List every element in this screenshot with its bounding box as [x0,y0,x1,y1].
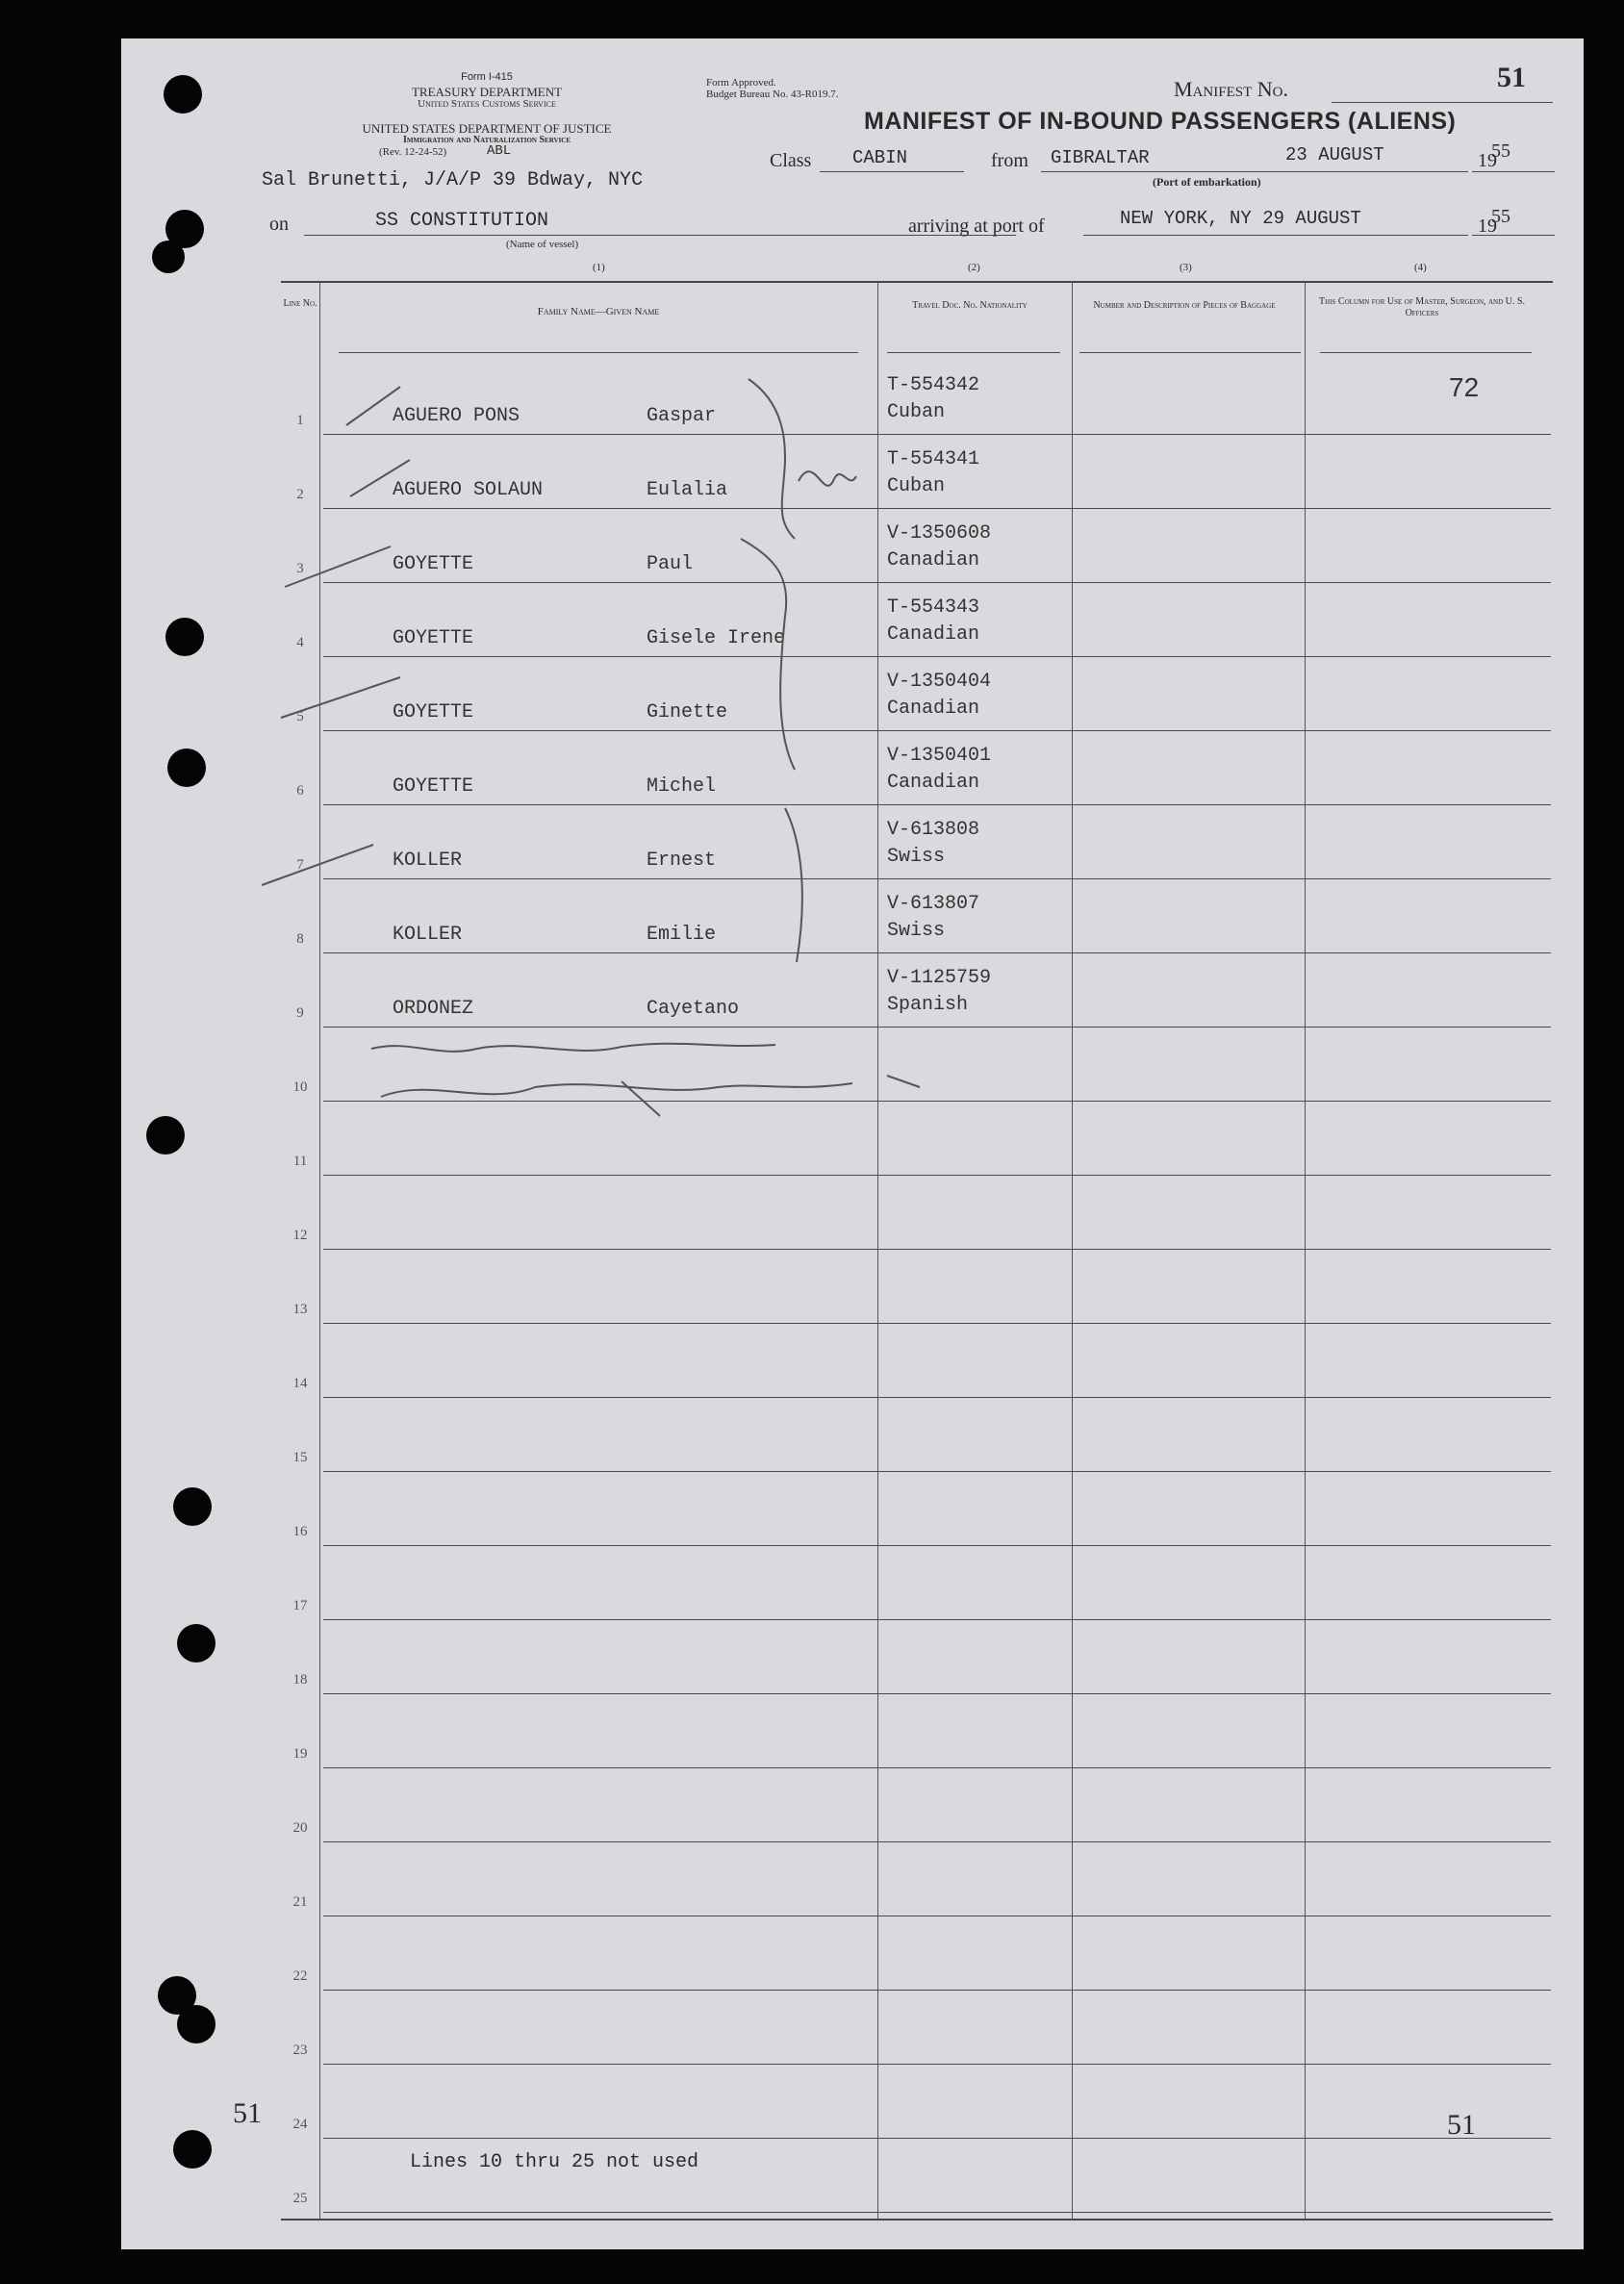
punch-hole [165,618,204,656]
class-label: Class [770,150,812,171]
travel-doc-number: V-1350608 [887,522,992,545]
line-number: 5 [296,709,304,724]
travel-doc-number: V-1350404 [887,671,992,693]
travel-doc-number: T-554341 [887,448,980,470]
header-name: Family Name—Given Name [537,306,660,317]
nationality: Canadian [887,623,980,646]
line-number: 6 [296,783,304,799]
family-name: GOYETTE [393,627,474,649]
line-number: 12 [292,1228,308,1243]
given-name: Emilie [647,924,717,946]
given-name: Cayetano [647,998,740,1020]
travel-doc-number: V-613807 [887,893,980,915]
from-label: from [991,150,1028,171]
left-page-number: 51 [233,2097,262,2129]
line-number: 23 [292,2043,308,2058]
line-number: 18 [292,1672,308,1688]
line-number: 7 [296,857,304,873]
family-name: AGUERO SOLAUN [393,479,544,501]
header-travel-doc: Travel Doc. No. Nationality [912,300,1028,311]
on-label: on [269,214,289,235]
year-prefix-2: 19 [1478,216,1497,237]
line-number: 16 [292,1524,308,1539]
ins-label: Immigration and Naturalization Service [402,135,571,145]
officer-mark: 72 [1449,372,1480,402]
justice-label: UNITED STATES DEPARTMENT OF JUSTICE [362,121,612,136]
nationality: Spanish [887,994,969,1016]
header-baggage: Number and Description of Pieces of Baggage [1093,300,1276,311]
family-name: AGUERO PONS [393,405,520,427]
line-number: 17 [292,1598,308,1613]
family-name: GOYETTE [393,701,474,723]
given-name: Eulalia [647,479,728,501]
given-name: Ernest [647,850,717,872]
header-line-no: Line No. [283,298,317,309]
punch-hole [146,1116,185,1155]
col3-number: (3) [1180,262,1192,273]
line-number: 22 [292,1968,308,1984]
rev-initials: ABL [487,143,512,159]
nationality: Cuban [887,401,946,423]
form-approved: Form Approved. [706,77,776,89]
line-number: 9 [296,1005,304,1021]
line-number: 10 [292,1079,308,1095]
given-name: Michel [647,775,717,798]
travel-doc-number: T-554342 [887,374,980,396]
given-name: Gaspar [647,405,717,427]
family-name: KOLLER [393,850,463,872]
col1-number: (1) [593,262,605,273]
nationality: Cuban [887,475,946,497]
form-number: Form I-415 [461,71,513,83]
col4-number: (4) [1414,262,1427,273]
line-number: 20 [292,1820,308,1836]
punch-hole [177,1624,216,1662]
line-number: 8 [296,931,304,947]
rev-label: (Rev. 12-24-52) [379,146,447,158]
line-number: 25 [292,2191,308,2206]
punch-hole [177,2005,216,2043]
handwritten-marks [121,38,1584,2249]
nationality: Swiss [887,846,946,868]
nationality: Canadian [887,549,980,571]
line-number: 21 [292,1894,308,1910]
nationality: Canadian [887,772,980,794]
travel-doc-number: V-1350401 [887,745,992,767]
vessel-name: SS CONSTITUTION [375,210,549,232]
given-name: Gisele Irene [647,627,786,649]
manifest-no: 51 [1497,62,1526,93]
given-name: Ginette [647,701,728,723]
punch-hole [164,75,202,114]
port-embark-note: (Port of embarkation) [1153,175,1261,189]
manifest-sheet [121,38,1584,2249]
punch-hole [173,1487,212,1526]
agent-line: Sal Brunetti, J/A/P 39 Bdway, NYC [262,169,644,191]
family-name: ORDONEZ [393,998,474,1020]
manifest-title: MANIFEST OF IN-BOUND PASSENGERS (ALIENS) [864,108,1457,135]
budget-label: Budget Bureau No. 43-R019.7. [706,89,839,100]
arriving-label: arriving at port of [908,216,1045,237]
year-suffix-1: 55 [1491,140,1510,162]
punch-hole [152,241,185,273]
line-number: 13 [292,1302,308,1317]
travel-doc-number: V-613808 [887,819,980,841]
line-number: 2 [296,487,304,502]
family-name: KOLLER [393,924,463,946]
manifest-no-label: Manifest No. [1174,77,1288,101]
family-name: GOYETTE [393,553,474,575]
year-suffix-2: 55 [1491,206,1510,227]
header-officers: This Column for Use of Master, Surgeon, and U. S. Officers [1319,296,1525,318]
nationality: Swiss [887,920,946,942]
family-name: GOYETTE [393,775,474,798]
punch-hole [167,749,206,787]
from-value: GIBRALTAR [1051,147,1150,168]
not-used-note: Lines 10 thru 25 not used [410,2151,699,2173]
vessel-note: (Name of vessel) [506,239,579,250]
embark-date: 23 AUGUST [1285,144,1384,165]
given-name: Paul [647,553,694,575]
punch-hole [173,2130,212,2169]
line-number: 11 [292,1154,308,1169]
line-number: 1 [296,413,304,428]
nationality: Canadian [887,698,980,720]
arrival-port-date: NEW YORK, NY 29 AUGUST [1120,208,1361,229]
line-number: 4 [296,635,304,650]
class-value: CABIN [852,147,908,168]
year-prefix-1: 19 [1478,150,1497,171]
travel-doc-number: V-1125759 [887,967,992,989]
customs-label: United States Customs Service [418,98,556,110]
travel-doc-number: T-554343 [887,596,980,619]
right-page-number: 51 [1447,2109,1476,2141]
line-number: 15 [292,1450,308,1465]
col2-number: (2) [968,262,980,273]
treasury-label: TREASURY DEPARTMENT [411,85,563,99]
line-number: 24 [292,2117,308,2132]
line-number: 3 [296,561,304,576]
line-number: 14 [292,1376,308,1391]
line-number: 19 [292,1746,308,1762]
